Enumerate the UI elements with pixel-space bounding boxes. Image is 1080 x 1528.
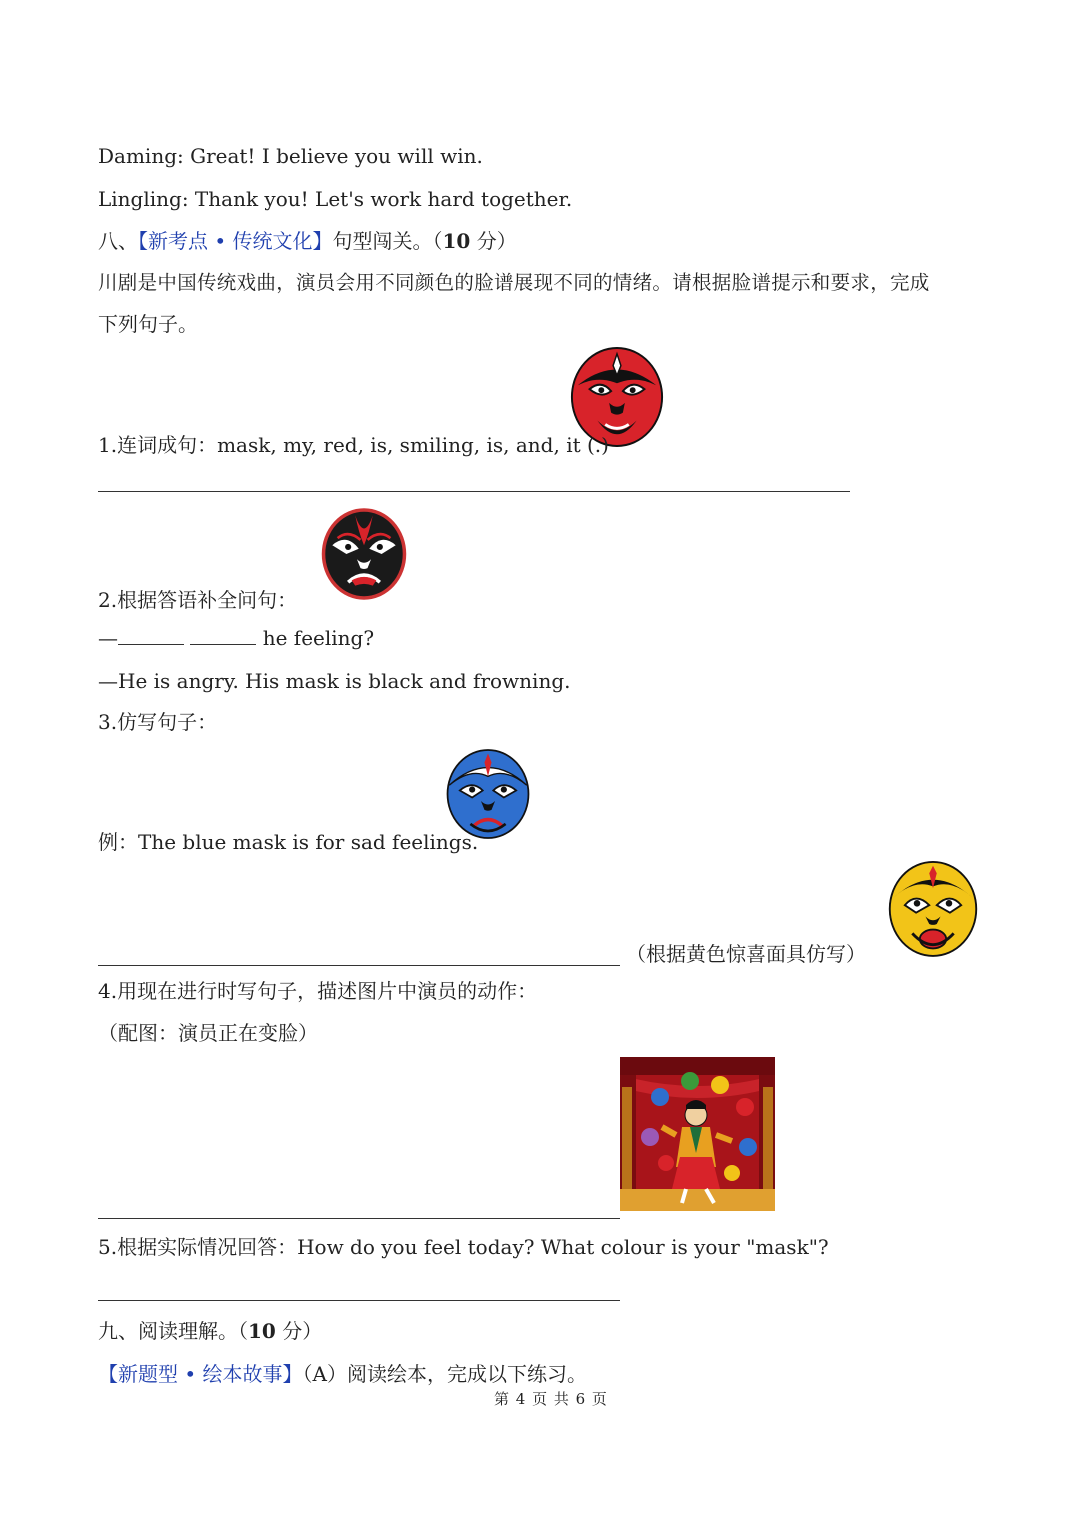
section-9-subheading bbox=[98, 1361, 587, 1387]
q5-answer-line[interactable] bbox=[98, 1300, 620, 1301]
section-8-score-open: （ bbox=[432, 229, 443, 253]
q3-prompt: 3.仿写句子： bbox=[98, 710, 218, 734]
q3-hint: （根据黄色惊喜面具仿写） bbox=[626, 942, 866, 966]
q2-blank-2[interactable] bbox=[190, 626, 256, 645]
section-8-intro-line1: 川剧是中国传统戏曲，演员会用不同颜色的脸谱展现不同的情绪。请根据脸谱提示和要求，完成 bbox=[98, 271, 930, 294]
section-8-score-close: 分） bbox=[470, 229, 517, 253]
face-changing-performer-image bbox=[620, 1057, 775, 1211]
q3-example: 例：The blue mask is for sad feelings. bbox=[98, 830, 479, 854]
section-9-score-close: 分） bbox=[275, 1319, 323, 1343]
section-9-subtitle: （A）阅读绘本，完成以下练习。 bbox=[302, 1362, 587, 1386]
section-8-number: 八、 bbox=[98, 229, 138, 253]
q4-answer-line[interactable] bbox=[98, 1218, 620, 1219]
section-9-title: 九、阅读理解。（ bbox=[98, 1319, 248, 1343]
q1-answer-line[interactable] bbox=[98, 491, 850, 492]
section-9-heading bbox=[98, 1318, 322, 1344]
dialogue-line-lingling: Lingling: Thank you! Let's work hard together. bbox=[98, 187, 573, 211]
q2-blank-1[interactable] bbox=[118, 626, 184, 645]
q2-answer: —He is angry. His mask is black and frowning. bbox=[98, 669, 571, 693]
q3-answer-line[interactable] bbox=[98, 965, 620, 966]
page-number-footer: 第 4 页 共 6 页 bbox=[494, 1390, 608, 1408]
section-8-tag: 【新考点 • 传统文化】 bbox=[138, 229, 333, 253]
q2-prompt: 2.根据答语补全问句： bbox=[98, 588, 298, 612]
q4-caption: （配图：演员正在变脸） bbox=[98, 1021, 318, 1045]
yellow-opera-mask-icon bbox=[886, 858, 980, 958]
black-opera-mask-icon bbox=[320, 506, 408, 602]
section-8-title: 句型闯关。 bbox=[332, 229, 433, 253]
q1-prompt: 1.连词成句：mask, my, red, is, smiling, is, and, it (.) bbox=[98, 433, 609, 457]
blue-opera-mask-icon bbox=[444, 746, 532, 842]
q2-question-prefix: — bbox=[98, 626, 118, 650]
q2-question bbox=[98, 625, 374, 651]
section-9-tag: 【新题型 • 绘本故事】 bbox=[98, 1362, 303, 1386]
q5-prompt: 5.根据实际情况回答：How do you feel today? What colour is your "mask"? bbox=[98, 1235, 829, 1259]
q4-prompt: 4.用现在进行时写句子，描述图片中演员的动作： bbox=[98, 979, 538, 1003]
section-8-heading bbox=[98, 228, 517, 254]
section-8-intro-line2: 下列句子。 bbox=[98, 312, 198, 336]
section-8-score: 10 bbox=[442, 229, 471, 253]
section-9-score: 10 bbox=[248, 1319, 276, 1343]
dialogue-line-daming: Daming: Great! I believe you will win. bbox=[98, 144, 483, 168]
q2-question-suffix: he feeling? bbox=[256, 626, 375, 650]
